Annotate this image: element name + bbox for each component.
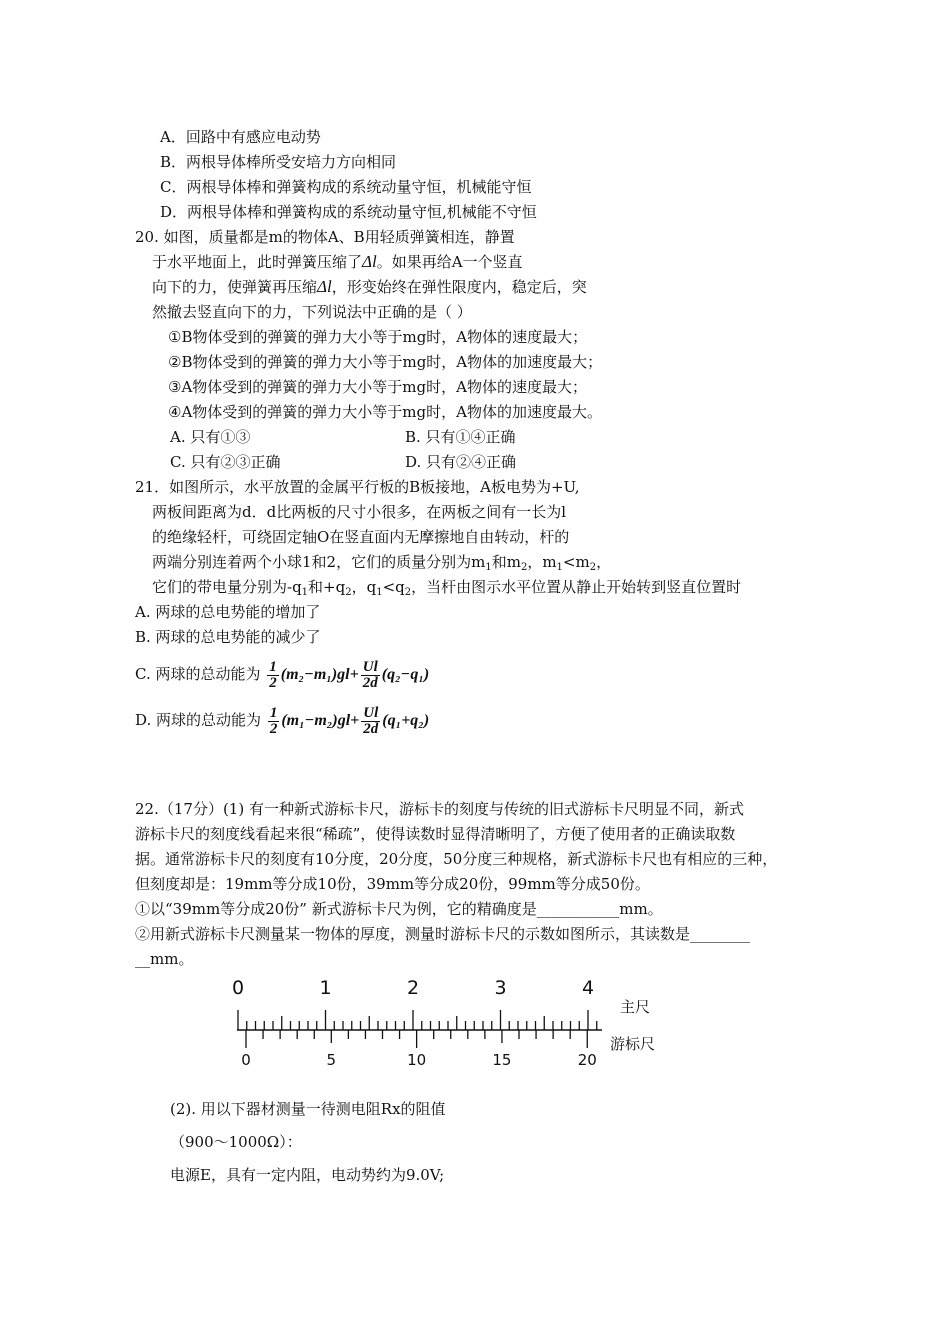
q21-text: <q <box>382 578 405 596</box>
q21-option-c-label: C. 两球的总动能为 <box>135 665 261 683</box>
main-scale-ticks <box>238 1010 597 1030</box>
subscript: 1 <box>556 562 563 573</box>
q22-part2-range: （900～1000Ω）： <box>170 1133 302 1151</box>
q21-text: ，q <box>351 578 377 596</box>
q19-option-b: B．两根导体棒所受安培力方向相同 <box>160 153 397 171</box>
vernier-scale-ticks <box>246 1030 587 1048</box>
main-scale-number: 2 <box>406 977 420 999</box>
q20-text: 于水平地面上，此时弹簧压缩了 <box>152 253 363 271</box>
q20-option-a: A. 只有①③ <box>170 428 251 446</box>
subscript: 2 <box>589 562 597 573</box>
q21-stem-line1: 21．如图所示，水平放置的金属平行板的B板接地，A板电势为+U, <box>135 478 580 496</box>
formula-part: (m₂−m₁)gl+ <box>280 666 359 683</box>
main-scale-number: 1 <box>319 977 332 999</box>
q20-statement-4: ④A物体受到的弹簧的弹力大小等于mg时，A物体的加速度最大。 <box>168 403 602 421</box>
delta-l-symbol: Δl <box>317 277 332 296</box>
subscript: 1 <box>301 587 309 598</box>
fraction-half <box>267 660 279 691</box>
fraction-denominator: 2d <box>363 720 379 737</box>
vernier-scale-number: 10 <box>407 1051 427 1069</box>
q21-text: 两端分别连着两个小球1和2，它们的质量分别为m <box>152 553 486 571</box>
q21-text: 和m <box>491 553 521 571</box>
fraction-denominator: 2 <box>269 674 277 691</box>
vernier-scale-labels <box>241 1051 597 1069</box>
q21-stem-line2: 两板间距离为d．d比两板的尺寸小很多，在两板之间有一长为l <box>152 503 567 521</box>
vernier-scale-number: 15 <box>492 1051 512 1069</box>
main-scale-number: 0 <box>231 977 245 999</box>
q20-text: ，形变始终在弹性限度内，稳定后，突 <box>331 278 587 296</box>
q20-statement-1: ①B物体受到的弹簧的弹力大小等于mg时，A物体的速度最大； <box>168 328 588 346</box>
q22-part2-title: (2). 用以下器材测量一待测电阻Rx的阻值 <box>170 1100 446 1118</box>
main-scale-labels <box>232 977 594 999</box>
q22-question-2: ②用新式游标卡尺测量某一物体的厚度，测量时游标卡尺的示数如图所示，其读数是________ <box>135 925 751 943</box>
subscript: 1 <box>376 587 383 598</box>
vernier-scale-number: 5 <box>326 1051 337 1069</box>
vernier-scale-label: 游标尺 <box>610 1035 656 1053</box>
q20-statement-3: ③A物体受到的弹簧的弹力大小等于mg时，A物体的速度最大； <box>168 378 587 396</box>
fraction-denominator: 2 <box>269 720 278 737</box>
formula-part: (q₂−q₁) <box>381 666 430 683</box>
q21-text: <m <box>562 553 590 571</box>
fraction-denominator: 2d <box>362 674 378 691</box>
fraction-numerator: Ul <box>363 704 379 721</box>
q20-statement-2: ②B物体受到的弹簧的弹力大小等于mg时，A物体的加速度最大； <box>168 353 603 371</box>
q22-question-2-cont: __mm。 <box>135 950 194 968</box>
delta-l-symbol: Δl <box>362 252 377 271</box>
main-scale-number: 4 <box>581 977 595 999</box>
q22-stem-line2: 游标卡尺的刻度线看起来很“稀疏”，使得读数时显得清晰明了，方便了使用者的正确读取数 <box>135 825 736 843</box>
q20-option-c: C. 只有②③正确 <box>170 453 281 471</box>
q22-stem-line1: 22.（17分）(1) 有一种新式游标卡尺，游标卡的刻度与传统的旧式游标卡尺明显不同，新式 <box>135 800 744 818</box>
q20-option-b: B. 只有①④正确 <box>405 428 516 446</box>
q21-stem-line4 <box>152 553 611 577</box>
q21-text: 它们的带电量分别为-q <box>152 578 302 596</box>
main-scale-number: 3 <box>494 977 507 999</box>
q21-option-d-label: D. 两球的总动能为 <box>135 711 262 729</box>
q20-text: 。如果再给A一个竖直 <box>376 253 523 271</box>
q22-stem-line3: 据。通常游标卡尺的刻度有10分度，20分度，50分度三种规格，新式游标卡尺也有相应的三种， <box>135 850 778 868</box>
vernier-scale-number: 0 <box>241 1051 251 1069</box>
q21-option-b: B. 两球的总电势能的减少了 <box>135 628 321 646</box>
q21-option-a: A. 两球的总电势能的增加了 <box>135 603 321 621</box>
q19-option-d: D．两根导体棒和弹簧构成的系统动量守恒,机械能不守恒 <box>160 203 537 221</box>
subscript: 1 <box>485 562 492 573</box>
subscript: 2 <box>345 587 352 598</box>
fraction-ul-2d <box>361 660 380 691</box>
q21-text: ，m <box>527 553 557 571</box>
vernier-caliper-figure <box>222 972 682 1072</box>
q22-part2-source: 电源E，具有一定内阻，电动势约为9.0V; <box>170 1166 445 1184</box>
fraction-half <box>268 706 280 737</box>
q19-option-c: C．两根导体棒和弹簧构成的系统动量守恒，机械能守恒 <box>160 178 532 196</box>
q21-text: ， <box>596 553 612 571</box>
q20-stem-line1: 20. 如图，质量都是m的物体A、B用轻质弹簧相连，静置 <box>135 228 515 246</box>
q21-stem-line5 <box>152 578 741 602</box>
vernier-scale-number: 20 <box>577 1051 597 1069</box>
q21-option-c <box>135 654 429 695</box>
q20-stem-line3 <box>152 278 587 296</box>
q21-text: ，当杆由图示水平位置从静止开始转到竖直位置时 <box>411 578 742 596</box>
main-scale-label: 主尺 <box>620 998 651 1016</box>
subscript: 2 <box>404 587 412 598</box>
q20-option-d: D. 只有②④正确 <box>405 453 517 471</box>
q20-stem-line4: 然撤去竖直向下的力，下列说法中正确的是（ ） <box>152 303 472 321</box>
fraction-numerator: 1 <box>269 658 277 675</box>
q21-stem-line3: 的绝缘轻杆，可绕固定轴O在竖直面内无摩擦地自由转动，杆的 <box>152 528 570 546</box>
q22-question-1: ①以“39mm等分成20份” 新式游标卡尺为例，它的精确度是___________mm。 <box>135 900 663 918</box>
q22-stem-line4: 但刻度却是：19mm等分成10份，39mm等分成20份，99mm等分成50份。 <box>135 875 650 893</box>
q21-option-d <box>135 700 429 741</box>
formula-part: (m₁−m₂)gl+ <box>281 712 360 729</box>
q19-option-a: A．回路中有感应电动势 <box>160 128 321 146</box>
formula-part: (q₁+q₂) <box>382 712 430 729</box>
q21-text: 和+q <box>308 578 346 596</box>
subscript: 2 <box>520 562 528 573</box>
q20-text: 向下的力，使弹簧再压缩 <box>152 278 318 296</box>
fraction-numerator: 1 <box>269 704 278 721</box>
fraction-ul-2d <box>361 706 380 737</box>
fraction-numerator: Ul <box>362 658 378 675</box>
q20-stem-line2 <box>152 253 523 271</box>
